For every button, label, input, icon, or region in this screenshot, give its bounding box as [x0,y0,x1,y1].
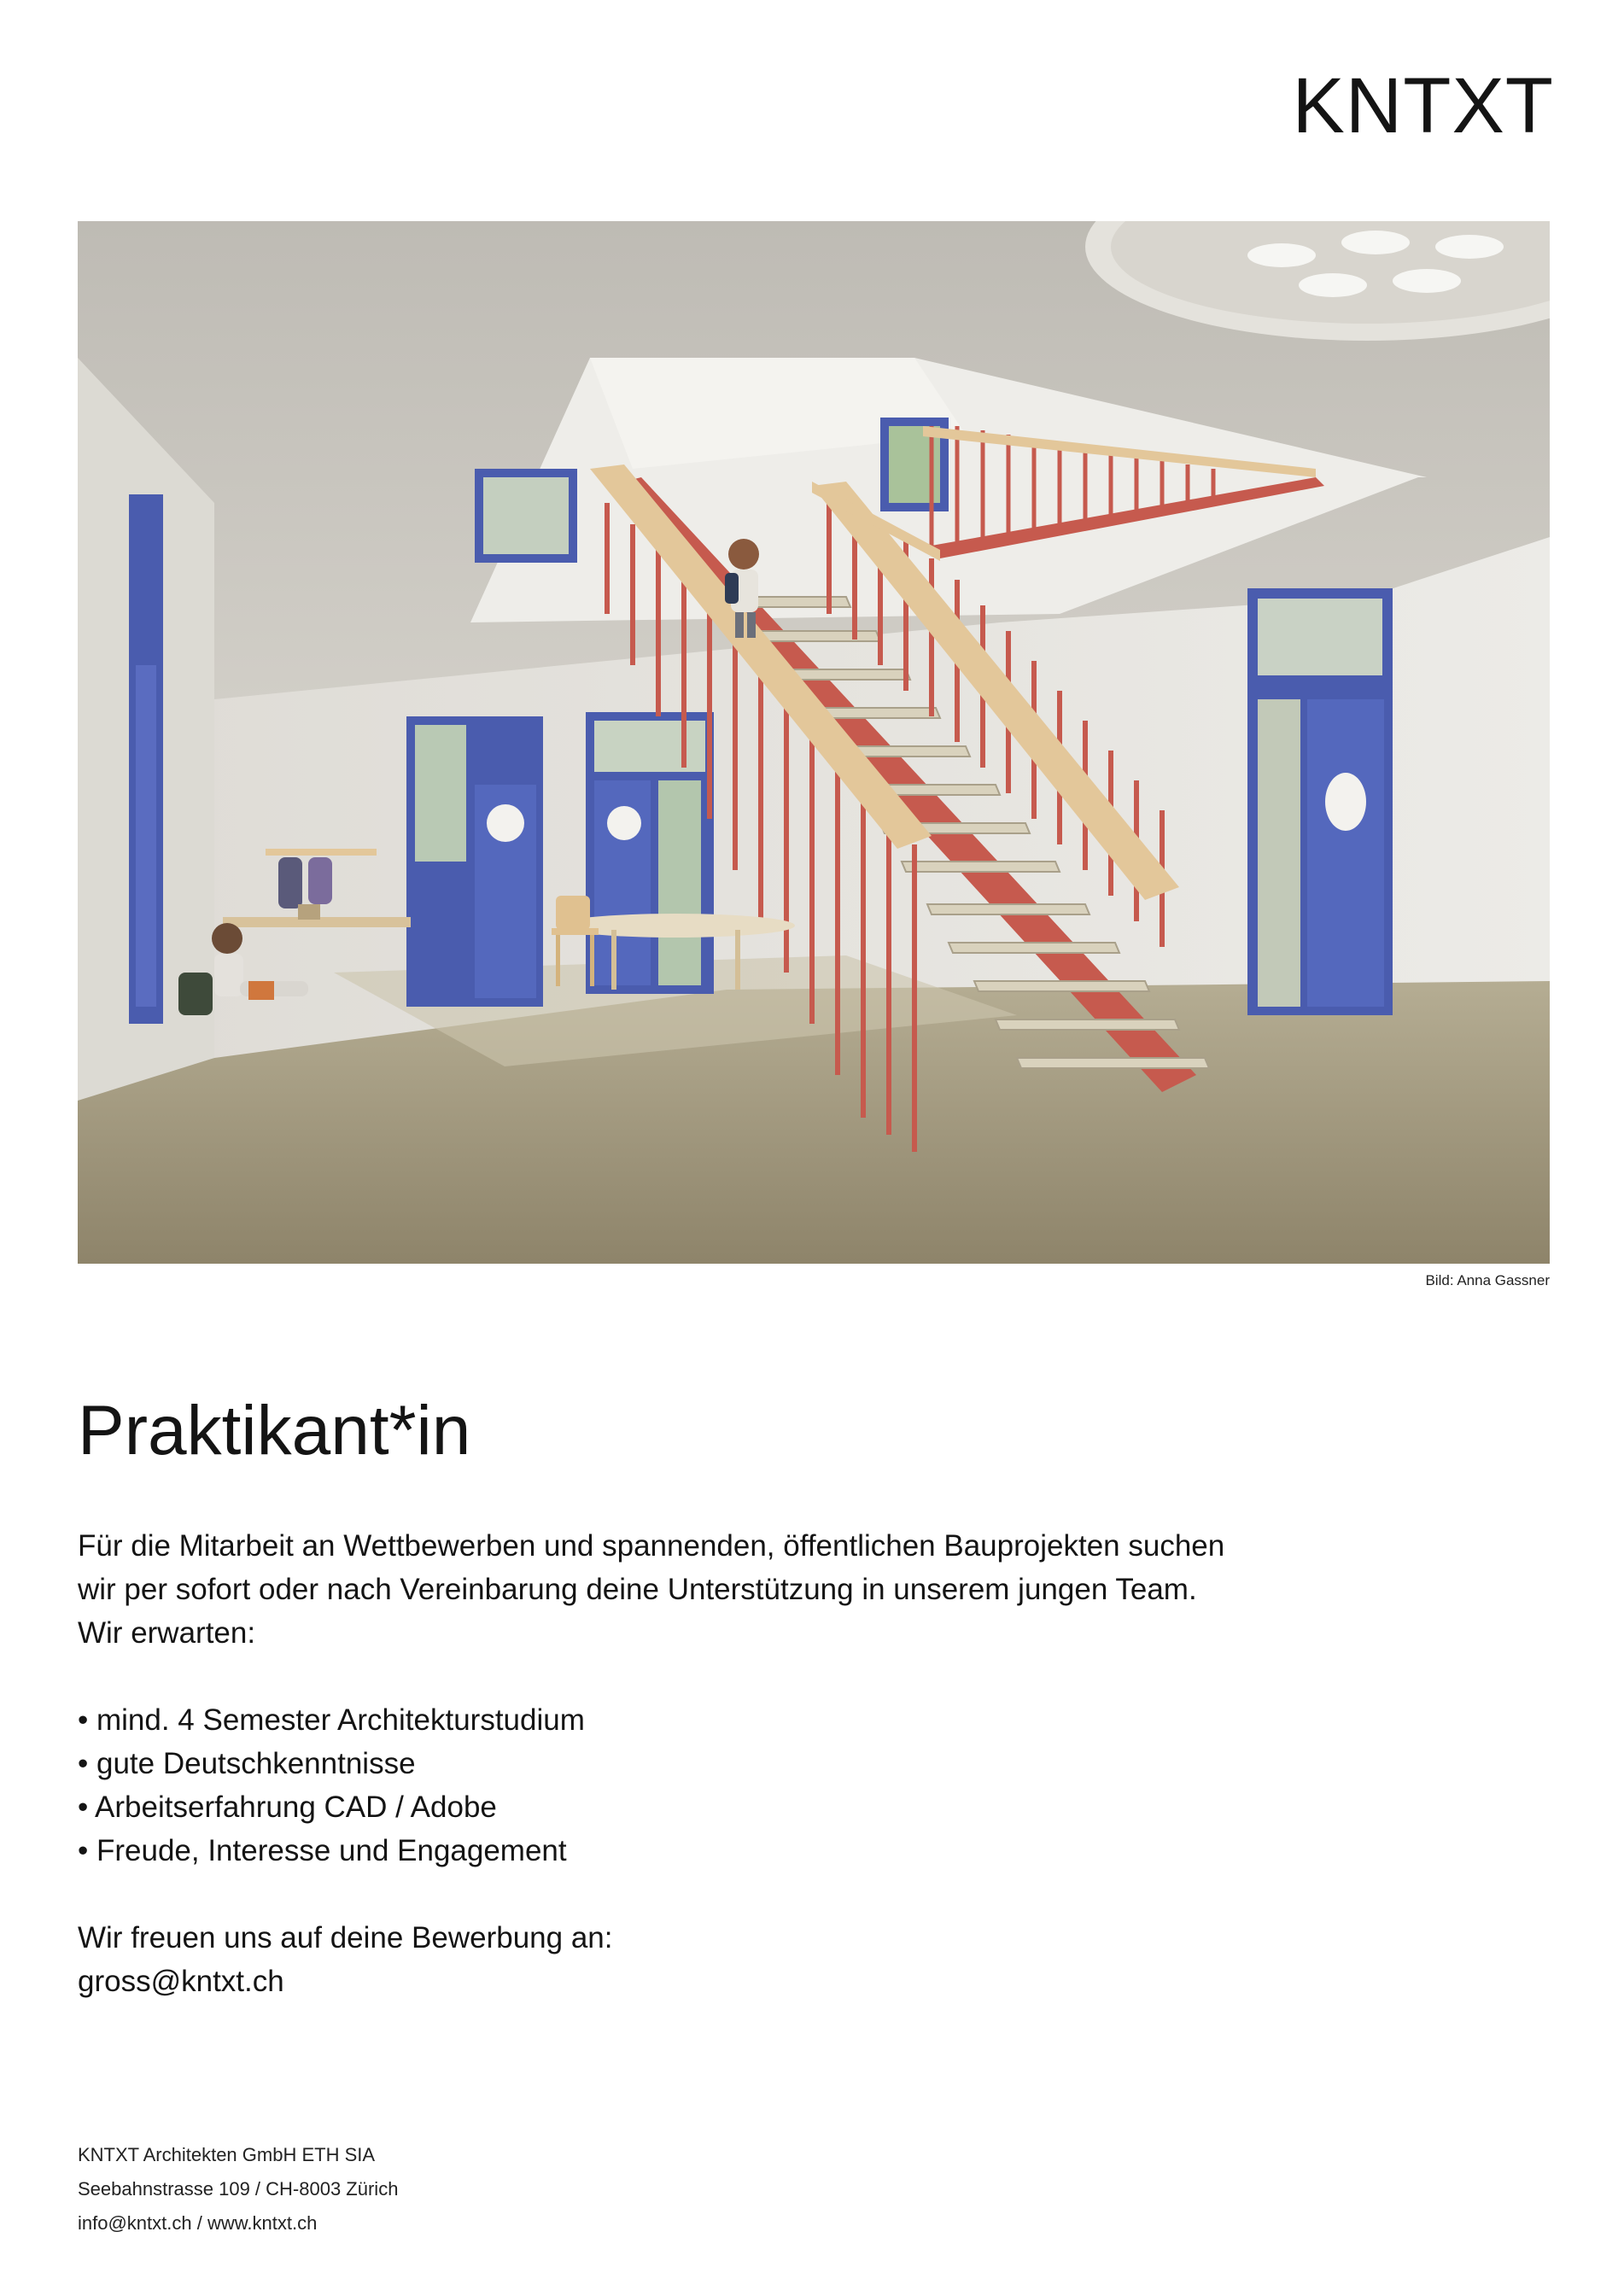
right-door [1247,588,1393,1015]
footer-company: KNTXT Architekten GmbH ETH SIA [78,2144,376,2165]
back-door-1 [406,716,543,1007]
footer-address: Seebahnstrasse 109 / CH-8003 Zürich [78,2178,399,2200]
intro-line: Für die Mitarbeit an Wettbewerben und spannenden, öffentlichen Bauprojekten suchen [78,1529,1225,1563]
intro-line: Wir erwarten: [78,1616,256,1650]
application-email[interactable]: gross@kntxt.ch [78,1965,284,1998]
requirement-item: • mind. 4 Semester Architekturstudium [78,1703,585,1737]
hero-image [78,221,1550,1264]
back-door-2 [586,712,714,994]
stairwell-illustration [78,221,1550,1264]
requirement-item: • gute Deutschkenntnisse [78,1747,416,1780]
intro-line: wir per sofort oder nach Vereinbarung deine Unterstützung in unserem jungen Team. [78,1573,1197,1606]
job-description [78,1524,1358,2003]
closing-line: Wir freuen uns auf deine Bewerbung an: [78,1921,613,1954]
requirement-item: • Freude, Interesse und Engagement [78,1834,567,1867]
requirement-item: • Arbeitserfahrung CAD / Adobe [78,1791,497,1824]
footer-contact[interactable]: info@kntxt.ch / www.kntxt.ch [78,2212,318,2234]
footer [78,2138,398,2240]
company-logo: KNTXT [1292,62,1554,149]
image-credit: Bild: Anna Gassner [1425,1272,1550,1288]
job-title: Praktikant*in [78,1392,471,1469]
requirements-list [78,1698,1358,1872]
